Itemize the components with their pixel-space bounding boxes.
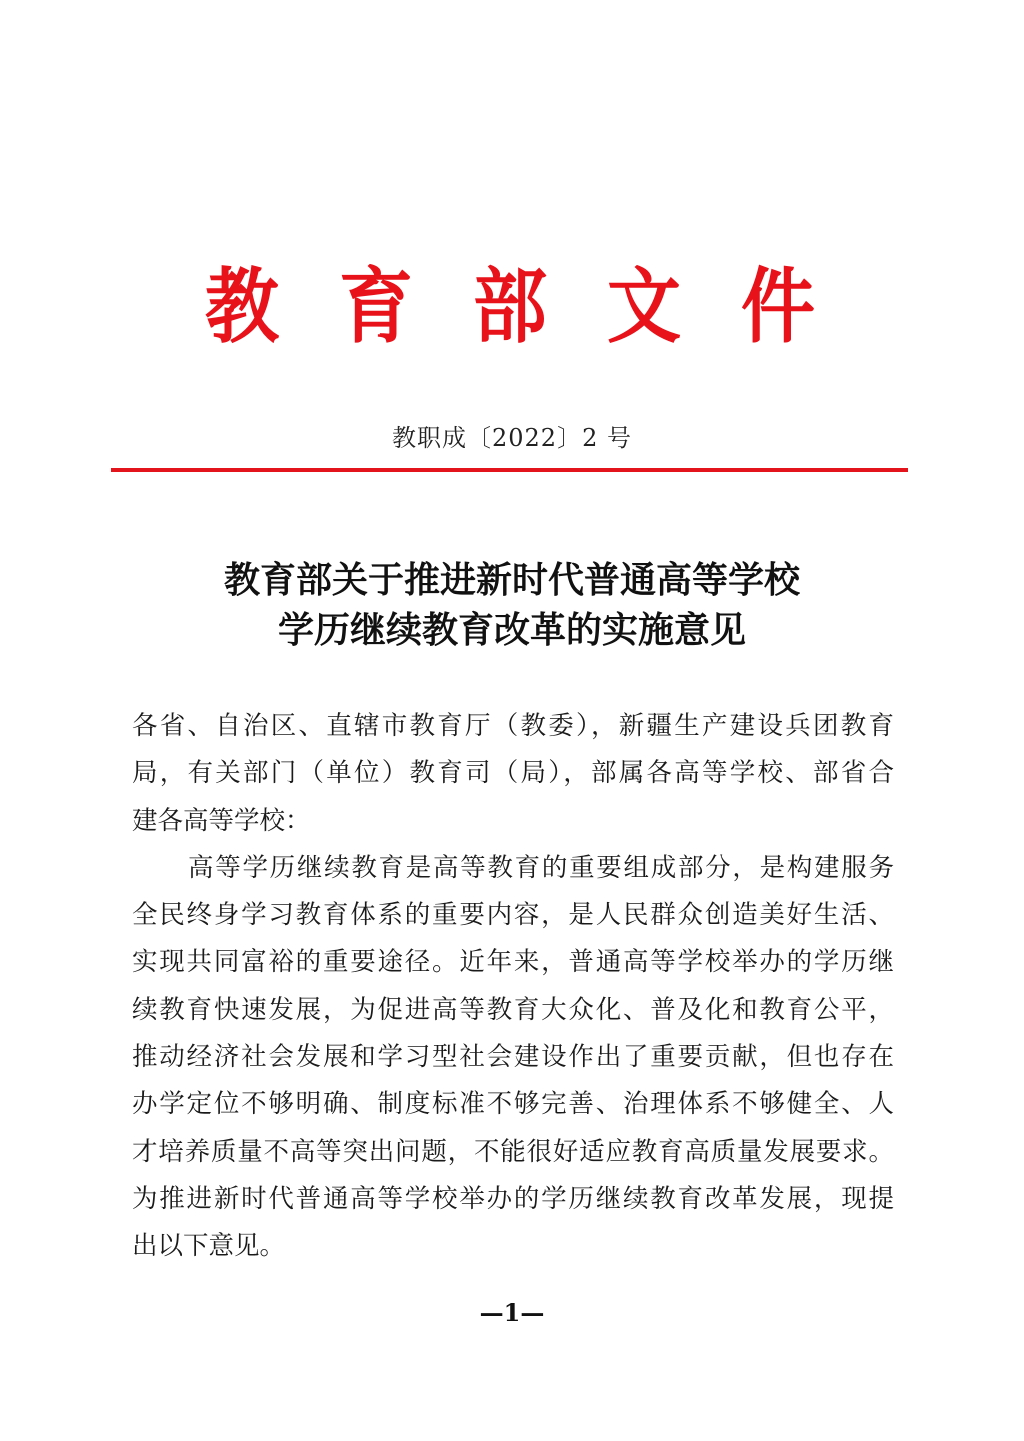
addressee-line: 各省、自治区、直辖市教育厅（教委），新疆生产建设兵团教育: [132, 711, 894, 741]
title-line-1: 教育部关于推进新时代普通高等学校: [223, 559, 800, 601]
addressee-line: 建各高等学校：: [132, 805, 311, 836]
paragraph-line: 全民终身学习教育体系的重要内容，是人民群众创造美好生活、: [132, 900, 894, 931]
document-title: [0, 555, 1024, 655]
addressee-line: 局，有关部门（单位）教育司（局），部属各高等学校、部省合: [132, 758, 894, 789]
document-masthead: [200, 259, 820, 355]
red-divider-rule: [111, 468, 908, 472]
masthead-char: 部: [473, 259, 547, 355]
document-number: 教职成〔2022〕2 号: [392, 424, 632, 452]
page-number: —1—: [479, 1298, 545, 1327]
paragraph-line: 推动经济社会发展和学习型社会建设作出了重要贡献，但也存在: [132, 1042, 894, 1073]
masthead-char: 件: [741, 259, 815, 355]
masthead-char: 育: [339, 259, 413, 355]
document-body: [132, 703, 894, 1271]
masthead-char: 教: [205, 259, 279, 355]
paragraph-line: 实现共同富裕的重要途径。近年来，普通高等学校举办的学历继: [132, 947, 894, 978]
paragraph-line: 出以下意见。: [132, 1231, 286, 1262]
paragraph-line: 高等学历继续教育是高等教育的重要组成部分，是构建服务: [188, 852, 894, 883]
masthead-char: 文: [607, 259, 681, 355]
title-line-2: 学历继续教育改革的实施意见: [277, 609, 746, 651]
paragraph-line: 续教育快速发展，为促进高等教育大众化、普及化和教育公平，: [132, 994, 894, 1025]
paragraph-line: 为推进新时代普通高等学校举办的学历继续教育改革发展，现提: [132, 1183, 894, 1214]
paragraph-line: 办学定位不够明确、制度标准不够完善、治理体系不够健全、人: [132, 1089, 894, 1120]
paragraph-line: 才培养质量不高等突出问题，不能很好适应教育高质量发展要求。: [132, 1136, 894, 1167]
